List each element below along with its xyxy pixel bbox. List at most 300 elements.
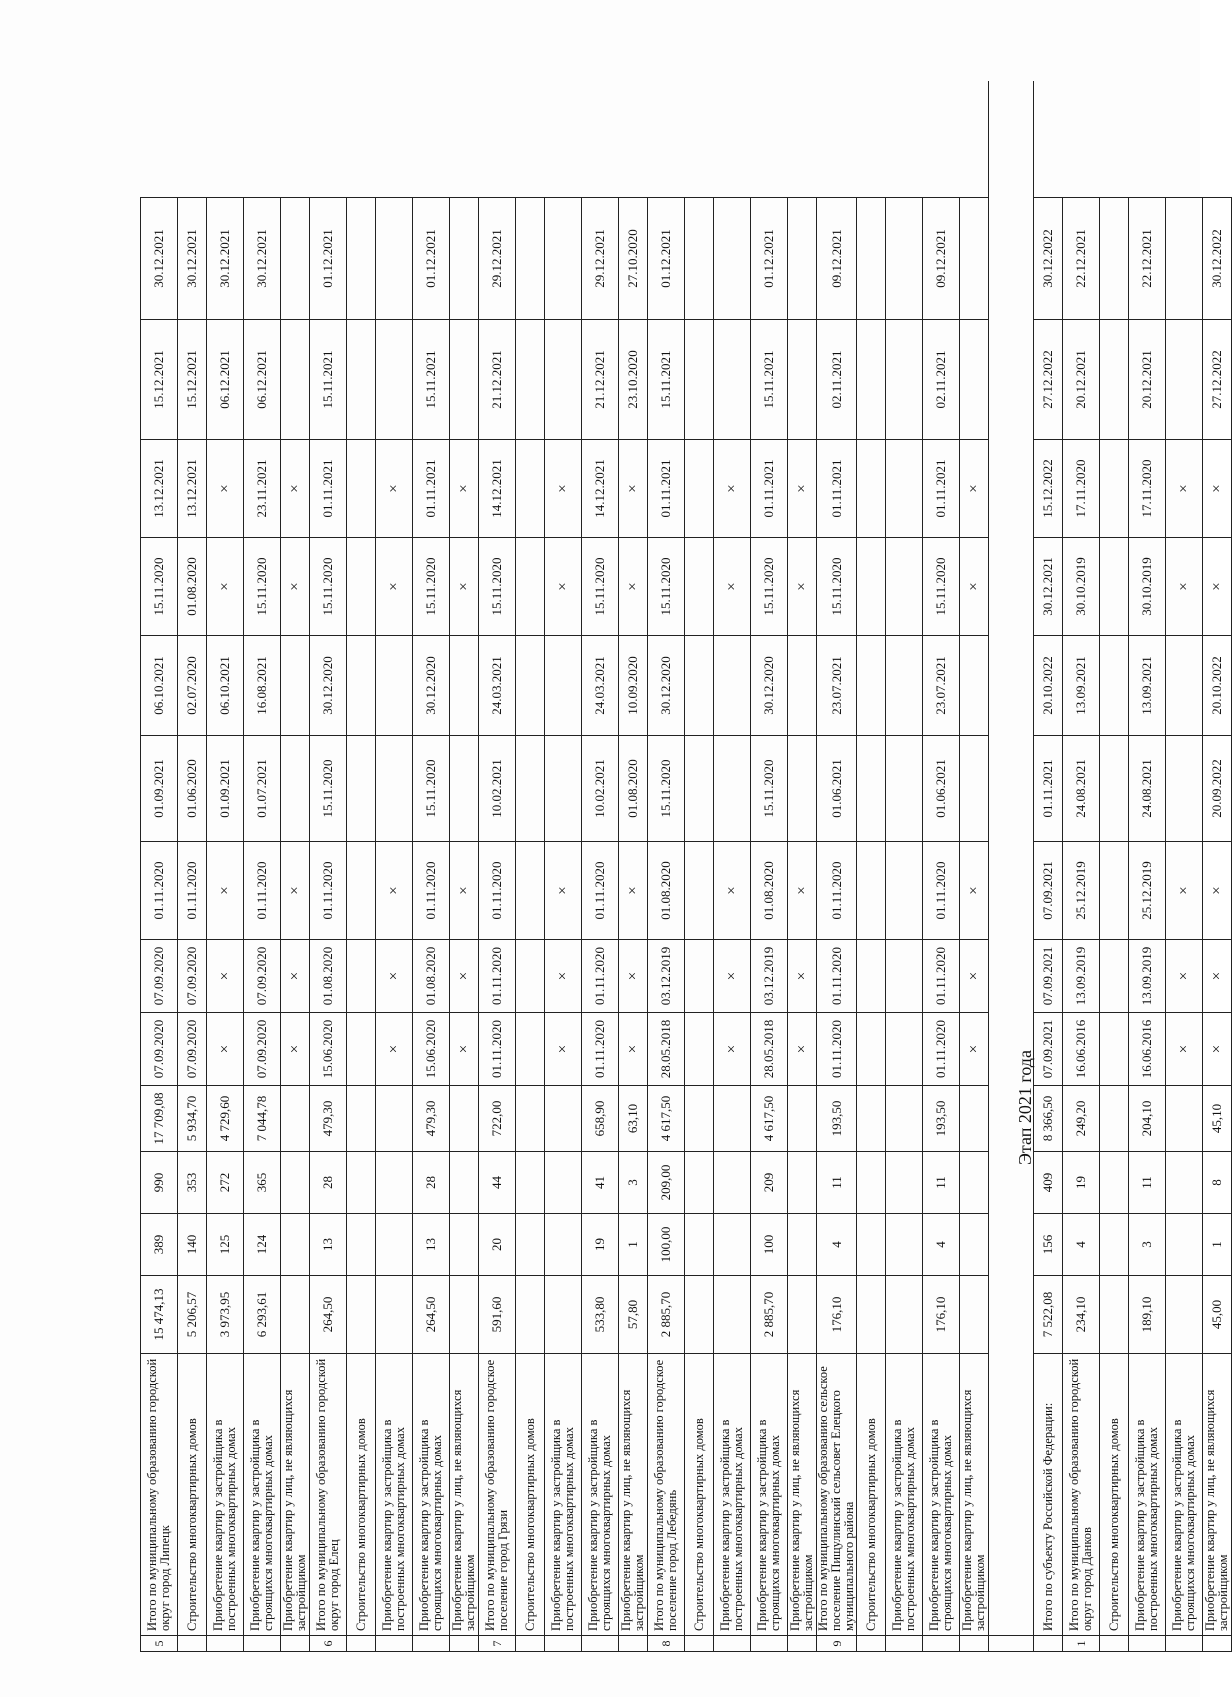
cell-a: 19 (1063, 1152, 1100, 1214)
cell-e: 01.08.2020 (751, 842, 788, 940)
cell-people: 140 (178, 1214, 207, 1276)
cell-c: × (450, 1013, 479, 1086)
cell-b (857, 1086, 886, 1152)
cell-i: × (619, 440, 648, 538)
cell-k (281, 198, 310, 320)
cell-j: 02.11.2021 (817, 320, 857, 440)
cell-j: 15.11.2021 (648, 320, 685, 440)
cell-h (685, 538, 714, 636)
cell-j: 15.11.2021 (310, 320, 347, 440)
cell-j (376, 320, 413, 440)
table-row (648, 82, 685, 1652)
cell-k: 30.12.2021 (141, 198, 178, 320)
cell-j (516, 320, 545, 440)
cell-k: 27.10.2020 (619, 198, 648, 320)
table-row (960, 82, 989, 1652)
cell-f: 01.11.2021 (1034, 736, 1063, 842)
cell-j: 20.12.2021 (1063, 320, 1100, 440)
cell-k (886, 198, 923, 320)
cell-d: 01.08.2020 (310, 940, 347, 1013)
cell-f: 01.09.2021 (207, 736, 244, 842)
cell-f (960, 736, 989, 842)
cell-j (685, 320, 714, 440)
cell-b: 8 366,50 (1034, 1086, 1063, 1152)
cell-j: 15.12.2021 (141, 320, 178, 440)
cell-k: 01.12.2021 (648, 198, 685, 320)
cell-j (545, 320, 582, 440)
cell-g: 24.03.2021 (479, 636, 516, 736)
stage-row (989, 82, 1034, 1652)
cell-g: 23.07.2021 (923, 636, 960, 736)
cell-area: 57,80 (619, 1276, 648, 1354)
cell-a (281, 1152, 310, 1214)
cell-k: 09.12.2021 (817, 198, 857, 320)
cell-j (347, 320, 376, 440)
cell-a (545, 1152, 582, 1214)
cell-area (685, 1276, 714, 1354)
cell-e (857, 842, 886, 940)
table-row (1129, 82, 1166, 1652)
cell-c: 28.05.2018 (648, 1013, 685, 1086)
cell-people: 124 (244, 1214, 281, 1276)
cell-k (450, 198, 479, 320)
cell-area: 7 522,08 (1034, 1276, 1063, 1354)
cell-d: 01.11.2020 (582, 940, 619, 1013)
cell-g (347, 636, 376, 736)
cell-j (857, 320, 886, 440)
cell-f: 24.08.2021 (1129, 736, 1166, 842)
cell-g: 23.07.2021 (817, 636, 857, 736)
cell-h: 30.10.2019 (1129, 538, 1166, 636)
cell-i: 01.11.2021 (310, 440, 347, 538)
stage-title: Этап 2021 года (989, 940, 1034, 1276)
cell-people (886, 1214, 923, 1276)
table-row (545, 82, 582, 1652)
cell-b (545, 1086, 582, 1152)
cell-c: × (376, 1013, 413, 1086)
cell-k: 30.12.2022 (1034, 198, 1063, 320)
row-name: Приобретение квартир у лиц, не являющихся застройщиком (281, 1354, 310, 1636)
cell-k (788, 198, 817, 320)
cell-b (714, 1086, 751, 1152)
cell-area: 45,00 (1203, 1276, 1232, 1354)
cell-people: 100,00 (648, 1214, 685, 1276)
cell-k (545, 198, 582, 320)
cell-g (886, 636, 923, 736)
cell-g (450, 636, 479, 736)
row-number (619, 1636, 648, 1652)
cell-a: 209,00 (648, 1152, 685, 1214)
cell-e: × (545, 842, 582, 940)
cell-a: 28 (413, 1152, 450, 1214)
cell-e: × (281, 842, 310, 940)
cell-h (347, 538, 376, 636)
cell-h: × (619, 538, 648, 636)
cell-f: 10.02.2021 (582, 736, 619, 842)
cell-d: 07.09.2021 (1034, 940, 1063, 1013)
cell-j (1100, 320, 1129, 440)
cell-i: × (207, 440, 244, 538)
row-number (1166, 1636, 1203, 1652)
row-number (244, 1636, 281, 1652)
cell-area: 533,80 (582, 1276, 619, 1354)
cell-area: 234,10 (1063, 1276, 1100, 1354)
cell-a (1100, 1152, 1129, 1214)
cell-c: × (619, 1013, 648, 1086)
cell-f (714, 736, 751, 842)
cell-b (450, 1086, 479, 1152)
cell-c: 07.09.2020 (244, 1013, 281, 1086)
row-name: Приобретение квартир у лиц, не являющихся застройщиком (1203, 1354, 1232, 1636)
cell-f: 15.11.2020 (310, 736, 347, 842)
cell-people (1100, 1214, 1129, 1276)
cell-a: 209 (751, 1152, 788, 1214)
cell-b: 4 617,50 (648, 1086, 685, 1152)
row-name: Приобретение квартир у лиц, не являющихся застройщиком (788, 1354, 817, 1636)
cell-i (516, 440, 545, 538)
cell-b: 45,10 (1203, 1086, 1232, 1152)
cell-h (857, 538, 886, 636)
cell-i: 17.11.2020 (1129, 440, 1166, 538)
row-name: Итого по субъекту Российской Федерации: (1034, 1354, 1063, 1636)
cell-people: 20 (479, 1214, 516, 1276)
cell-e: 01.08.2020 (648, 842, 685, 940)
cell-k: 29.12.2021 (479, 198, 516, 320)
cell-c: 01.11.2020 (817, 1013, 857, 1086)
cell-d: 01.11.2020 (817, 940, 857, 1013)
cell-g (1166, 636, 1203, 736)
cell-f: 10.02.2021 (479, 736, 516, 842)
cell-a (960, 1152, 989, 1214)
table-row (376, 82, 413, 1652)
cell-people (788, 1214, 817, 1276)
cell-c: × (281, 1013, 310, 1086)
table-row (817, 82, 857, 1652)
cell-g (1100, 636, 1129, 736)
cell-a: 11 (923, 1152, 960, 1214)
cell-h: 15.11.2020 (244, 538, 281, 636)
cell-d: × (1203, 940, 1232, 1013)
cell-d: 07.09.2020 (141, 940, 178, 1013)
cell-people (685, 1214, 714, 1276)
cell-e: × (788, 842, 817, 940)
row-name: Итого по муниципальному образованию городской округ город Елец (310, 1354, 347, 1636)
cell-a (788, 1152, 817, 1214)
cell-d: × (450, 940, 479, 1013)
row-name: Строительство многоквартирных домов (685, 1354, 714, 1636)
cell-b: 5 934,70 (178, 1086, 207, 1152)
cell-area (1166, 1276, 1203, 1354)
cell-j: 15.12.2021 (178, 320, 207, 440)
cell-d: 03.12.2019 (648, 940, 685, 1013)
cell-people: 13 (310, 1214, 347, 1276)
cell-people (347, 1214, 376, 1276)
cell-people: 13 (413, 1214, 450, 1276)
cell-f: 15.11.2020 (648, 736, 685, 842)
cell-i: 01.11.2021 (751, 440, 788, 538)
cell-a: 11 (1129, 1152, 1166, 1214)
cell-people: 100 (751, 1214, 788, 1276)
cell-b: 204,10 (1129, 1086, 1166, 1152)
cell-d: × (281, 940, 310, 1013)
cell-i: × (545, 440, 582, 538)
row-number (545, 1636, 582, 1652)
cell-c (685, 1013, 714, 1086)
row-name: Приобретение квартир у застройщика в построенных многоквартирных домах (376, 1354, 413, 1636)
cell-area: 5 206,57 (178, 1276, 207, 1354)
cell-k (376, 198, 413, 320)
cell-a: 409 (1034, 1152, 1063, 1214)
cell-people (376, 1214, 413, 1276)
cell-f (886, 736, 923, 842)
cell-people (857, 1214, 886, 1276)
table-row (1100, 82, 1129, 1652)
cell-k: 01.12.2021 (310, 198, 347, 320)
cell-g: 30.12.2020 (413, 636, 450, 736)
cell-c (857, 1013, 886, 1086)
cell-i: 01.11.2021 (817, 440, 857, 538)
row-name: Строительство многоквартирных домов (178, 1354, 207, 1636)
cell-b: 4 729,60 (207, 1086, 244, 1152)
cell-people (516, 1214, 545, 1276)
cell-a: 41 (582, 1152, 619, 1214)
cell-a: 990 (141, 1152, 178, 1214)
cell-area (886, 1276, 923, 1354)
cell-people: 1 (1203, 1214, 1232, 1276)
cell-e (516, 842, 545, 940)
cell-c (347, 1013, 376, 1086)
cell-d: × (960, 940, 989, 1013)
table-row (619, 82, 648, 1652)
table-row (751, 82, 788, 1652)
cell-i: 23.11.2021 (244, 440, 281, 538)
row-number (1129, 1636, 1166, 1652)
table-row (310, 82, 347, 1652)
cell-g (545, 636, 582, 736)
cell-g (376, 636, 413, 736)
row-number (413, 1636, 450, 1652)
cell-i: × (376, 440, 413, 538)
row-name: Строительство многоквартирных домов (516, 1354, 545, 1636)
cell-a (685, 1152, 714, 1214)
cell-e: 01.11.2020 (817, 842, 857, 940)
cell-c: 01.11.2020 (479, 1013, 516, 1086)
table-row (413, 82, 450, 1652)
cell-area (347, 1276, 376, 1354)
cell-c: × (714, 1013, 751, 1086)
cell-e: 01.11.2020 (479, 842, 516, 940)
row-name: Приобретение квартир у застройщика в построенных многоквартирных домах (1129, 1354, 1166, 1636)
cell-i: 14.12.2021 (582, 440, 619, 538)
cell-h: × (281, 538, 310, 636)
cell-a: 44 (479, 1152, 516, 1214)
cell-i: 13.12.2021 (141, 440, 178, 538)
table-row (788, 82, 817, 1652)
cell-g (714, 636, 751, 736)
cell-j (281, 320, 310, 440)
cell-a: 28 (310, 1152, 347, 1214)
cell-people: 3 (1129, 1214, 1166, 1276)
cell-e: × (450, 842, 479, 940)
cell-j (788, 320, 817, 440)
row-number: 9 (817, 1636, 857, 1652)
cell-h: 15.11.2020 (817, 538, 857, 636)
row-name: Приобретение квартир у застройщика в строящихся многоквартирных домах (751, 1354, 788, 1636)
cell-e: × (619, 842, 648, 940)
cell-area: 2 885,70 (648, 1276, 685, 1354)
cell-f: 24.08.2021 (1063, 736, 1100, 842)
cell-j: 15.11.2021 (751, 320, 788, 440)
cell-c: 16.06.2016 (1129, 1013, 1166, 1086)
cell-f (545, 736, 582, 842)
cell-b (376, 1086, 413, 1152)
cell-k (685, 198, 714, 320)
row-number (751, 1636, 788, 1652)
cell-j: 27.12.2022 (1034, 320, 1063, 440)
cell-people (714, 1214, 751, 1276)
cell-f: 01.06.2021 (923, 736, 960, 842)
cell-f: 01.08.2020 (619, 736, 648, 842)
cell-b: 249,20 (1063, 1086, 1100, 1152)
cell-i: × (714, 440, 751, 538)
cell-h: × (788, 538, 817, 636)
cell-e: 01.11.2020 (413, 842, 450, 940)
cell-j: 06.12.2021 (207, 320, 244, 440)
cell-d (857, 940, 886, 1013)
cell-b (685, 1086, 714, 1152)
cell-j (886, 320, 923, 440)
cell-d: 07.09.2020 (244, 940, 281, 1013)
cell-a (714, 1152, 751, 1214)
table-row (1034, 82, 1063, 1652)
row-number (1034, 1636, 1063, 1652)
cell-g: 10.09.2020 (619, 636, 648, 736)
cell-c: 16.06.2016 (1063, 1013, 1100, 1086)
row-name: Приобретение квартир у застройщика в строящихся многоквартирных домах (923, 1354, 960, 1636)
row-number: 7 (479, 1636, 516, 1652)
cell-area (376, 1276, 413, 1354)
cell-g: 30.12.2020 (648, 636, 685, 736)
cell-c: × (1166, 1013, 1203, 1086)
cell-j (1166, 320, 1203, 440)
cell-a: 3 (619, 1152, 648, 1214)
table-row (178, 82, 207, 1652)
cell-h (886, 538, 923, 636)
cell-a: 353 (178, 1152, 207, 1214)
row-number (582, 1636, 619, 1652)
cell-k: 30.12.2021 (207, 198, 244, 320)
cell-k: 30.12.2021 (178, 198, 207, 320)
cell-area (788, 1276, 817, 1354)
cell-k (347, 198, 376, 320)
cell-people: 389 (141, 1214, 178, 1276)
cell-d: × (376, 940, 413, 1013)
cell-area: 591,60 (479, 1276, 516, 1354)
row-name: Итого по муниципальному образованию городской округ город Липецк (141, 1354, 178, 1636)
table-row (347, 82, 376, 1652)
cell-e: × (1166, 842, 1203, 940)
cell-i (685, 440, 714, 538)
cell-people: 1 (619, 1214, 648, 1276)
table-row (685, 82, 714, 1652)
cell-people (281, 1214, 310, 1276)
cell-d (886, 940, 923, 1013)
cell-d (685, 940, 714, 1013)
table-row (886, 82, 923, 1652)
cell-area (516, 1276, 545, 1354)
cell-d: 13.09.2019 (1129, 940, 1166, 1013)
cell-c: × (1203, 1013, 1232, 1086)
cell-k (857, 198, 886, 320)
cell-b: 63,10 (619, 1086, 648, 1152)
table-row (141, 82, 178, 1652)
cell-f (450, 736, 479, 842)
cell-c: × (545, 1013, 582, 1086)
cell-h (516, 538, 545, 636)
cell-k: 30.12.2022 (1203, 198, 1232, 320)
cell-h: 15.11.2020 (923, 538, 960, 636)
cell-k (516, 198, 545, 320)
cell-people: 4 (1063, 1214, 1100, 1276)
cell-area: 6 293,61 (244, 1276, 281, 1354)
table-row (244, 82, 281, 1652)
row-number (207, 1636, 244, 1652)
row-name: Итого по муниципальному образованию городское поселение город Грязи (479, 1354, 516, 1636)
cell-area (281, 1276, 310, 1354)
cell-f (1100, 736, 1129, 842)
cell-c: 07.09.2020 (178, 1013, 207, 1086)
cell-i: 17.11.2020 (1063, 440, 1100, 538)
cell-j (960, 320, 989, 440)
cell-c: × (207, 1013, 244, 1086)
cell-b: 4 617,50 (751, 1086, 788, 1152)
cell-d (1100, 940, 1129, 1013)
row-number (960, 1636, 989, 1652)
row-name: Приобретение квартир у лиц, не являющихся застройщиком (619, 1354, 648, 1636)
cell-d: × (1166, 940, 1203, 1013)
row-number (347, 1636, 376, 1652)
cell-d (516, 940, 545, 1013)
cell-f: 20.09.2022 (1203, 736, 1232, 842)
cell-d: 01.11.2020 (923, 940, 960, 1013)
cell-c: 07.09.2020 (141, 1013, 178, 1086)
cell-area (960, 1276, 989, 1354)
table-row (516, 82, 545, 1652)
row-name: Приобретение квартир у застройщика в построенных многоквартирных домах (545, 1354, 582, 1636)
cell-d: × (207, 940, 244, 1013)
cell-b (1166, 1086, 1203, 1152)
row-name: Приобретение квартир у застройщика в строящихся многоквартирных домах (582, 1354, 619, 1636)
cell-g (281, 636, 310, 736)
cell-i: 01.11.2021 (648, 440, 685, 538)
cell-area: 15 474,13 (141, 1276, 178, 1354)
cell-people: 156 (1034, 1214, 1063, 1276)
cell-c (516, 1013, 545, 1086)
cell-people: 4 (923, 1214, 960, 1276)
cell-c: × (960, 1013, 989, 1086)
cell-h: 15.11.2020 (310, 538, 347, 636)
cell-j: 02.11.2021 (923, 320, 960, 440)
cell-e: 01.11.2020 (582, 842, 619, 940)
cell-i: 13.12.2021 (178, 440, 207, 538)
cell-b: 658,90 (582, 1086, 619, 1152)
cell-f: 15.11.2020 (751, 736, 788, 842)
cell-h: 15.11.2020 (479, 538, 516, 636)
row-number: 1 (1063, 1636, 1100, 1652)
cell-a: 365 (244, 1152, 281, 1214)
cell-i: 01.11.2021 (923, 440, 960, 538)
cell-e: 25.12.2019 (1129, 842, 1166, 940)
